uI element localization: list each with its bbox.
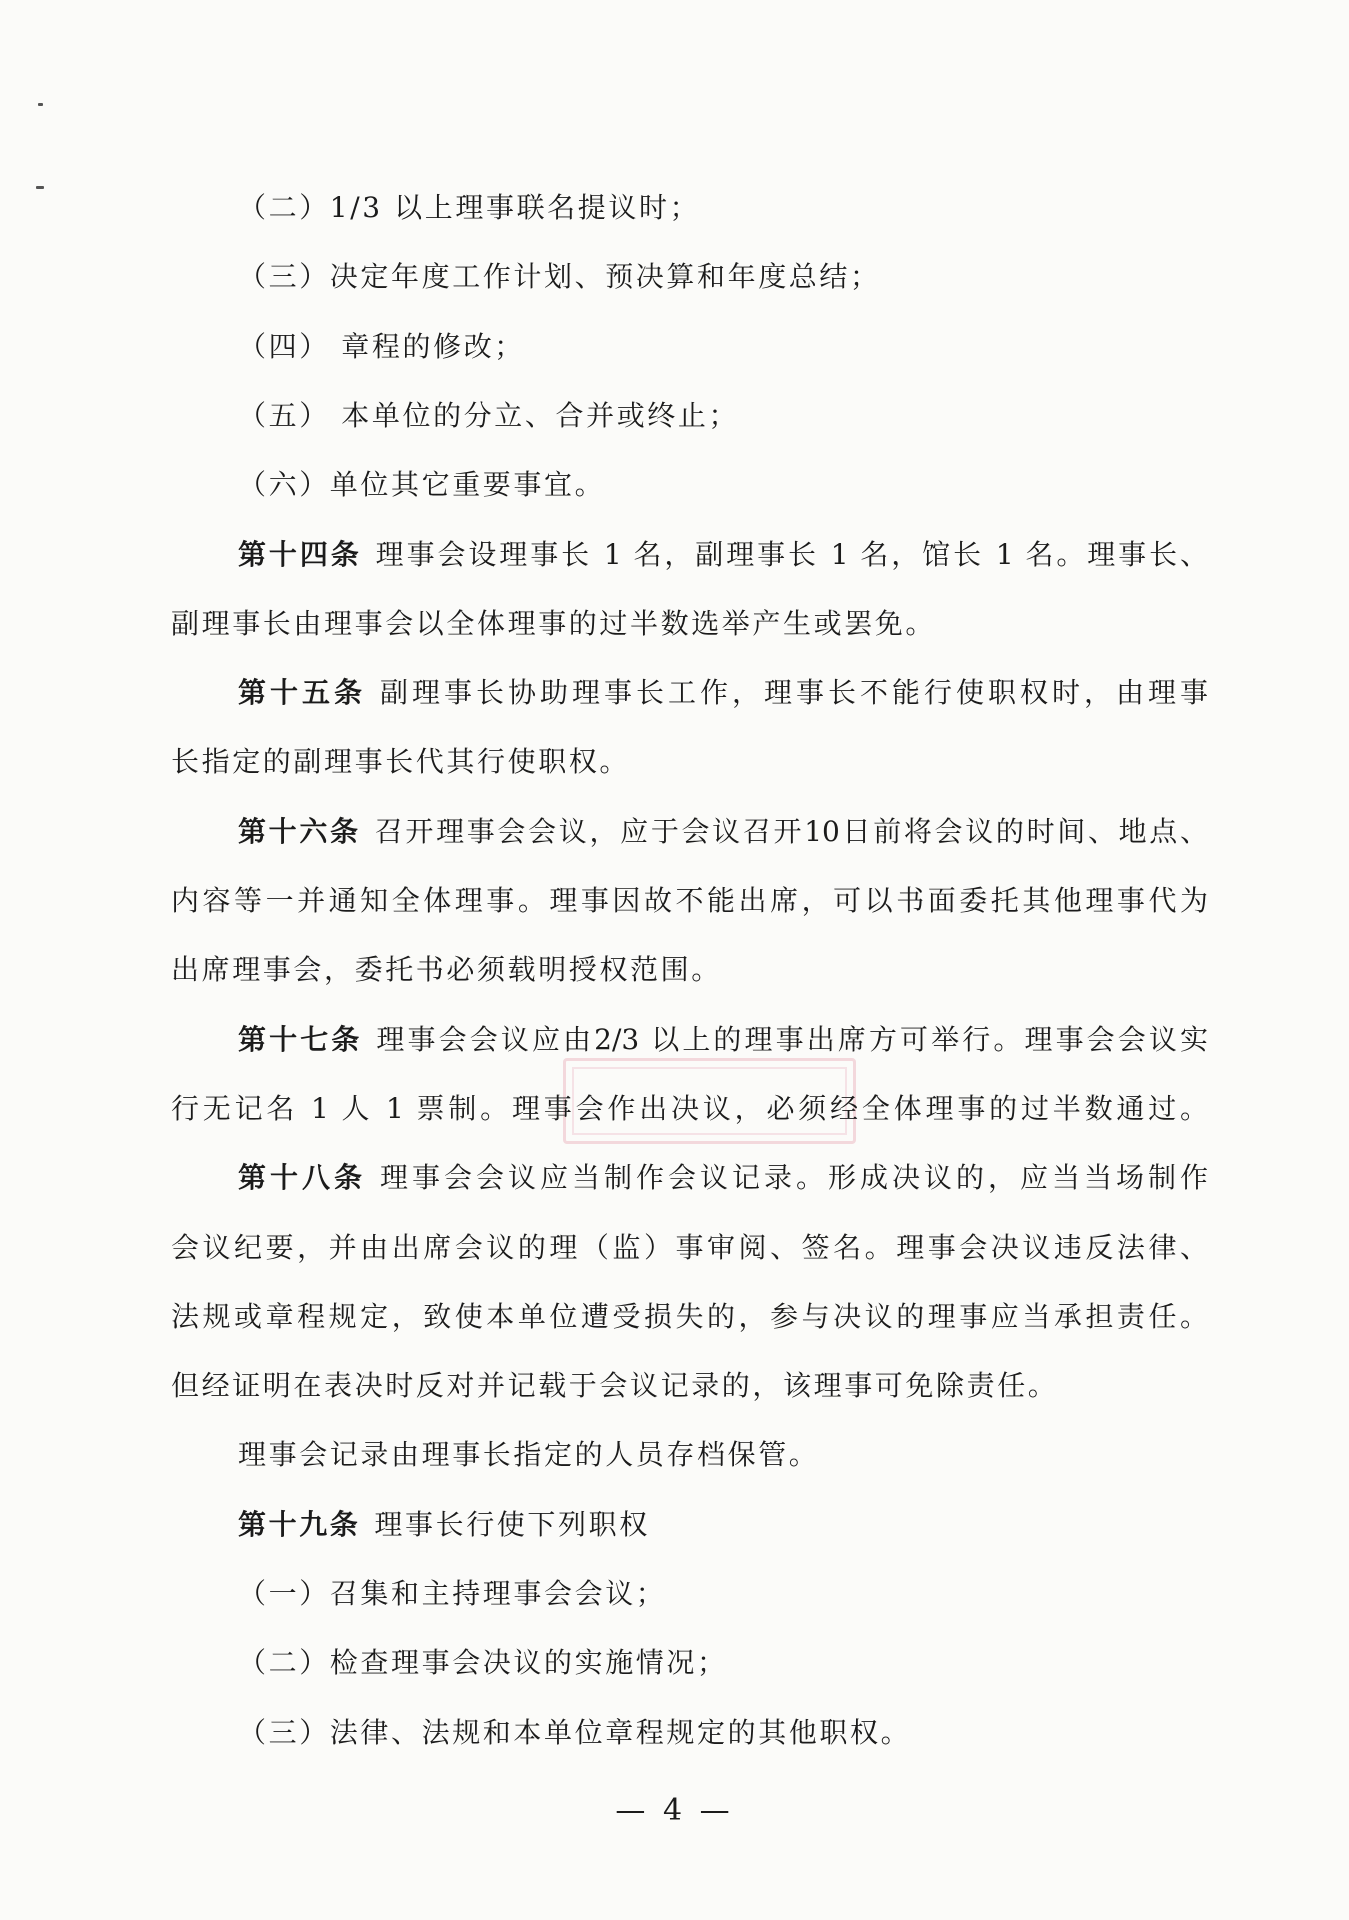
article-heading: 第十七条 <box>238 1023 363 1056</box>
article-17-line: 第十七条 理事会会议应由2/3 以上的理事出席方可举行。理事会会议实 <box>238 1023 1208 1056</box>
list-item: （二）检查理事会决议的实施情况； <box>238 1646 728 1679</box>
list-item: （四） 章程的修改； <box>238 330 525 363</box>
article-heading: 第十八条 <box>238 1161 366 1194</box>
article-18-line: 理事会记录由理事长指定的人员存档保管。 <box>238 1438 820 1471</box>
list-item: （三）决定年度工作计划、预决算和年度总结； <box>238 260 881 293</box>
list-item: （三）法律、法规和本单位章程规定的其他职权。 <box>238 1716 912 1749</box>
article-heading: 第十五条 <box>238 676 366 709</box>
article-16-line: 内容等一并通知全体理事。理事因故不能出席，可以书面委托其他理事代为 <box>171 884 1208 917</box>
article-17-line: 行无记名 1 人 1 票制。理事会作出决议，必须经全体理事的过半数通过。 <box>171 1092 1208 1125</box>
scan-artifact <box>36 186 44 189</box>
article-18-line: 会议纪要，并由出席会议的理（监）事审阅、签名。理事会决议违反法律、 <box>171 1231 1208 1264</box>
list-item: （二）1/3 以上理事联名提议时； <box>238 191 701 224</box>
page-number: — 4 — <box>615 1793 734 1828</box>
article-18-line: 法规或章程规定，致使本单位遭受损失的，参与决议的理事应当承担责任。 <box>171 1300 1208 1333</box>
article-18-line: 第十八条 理事会会议应当制作会议记录。形成决议的，应当当场制作 <box>238 1161 1208 1194</box>
article-15-line: 第十五条 副理事长协助理事长工作，理事长不能行使职权时，由理事 <box>238 676 1208 709</box>
article-15-line: 长指定的副理事长代其行使职权。 <box>171 745 631 778</box>
article-14-line: 副理事长由理事会以全体理事的过半数选举产生或罢免。 <box>171 607 937 640</box>
list-item: （六）单位其它重要事宜。 <box>238 468 606 501</box>
article-18-line: 但经证明在表决时反对并记载于会议记录的，该理事可免除责任。 <box>171 1369 1059 1402</box>
scan-artifact <box>38 103 43 106</box>
article-14-line: 第十四条 理事会设理事长 1 名，副理事长 1 名，馆长 1 名。理事长、 <box>238 538 1208 571</box>
list-item: （一）召集和主持理事会会议； <box>238 1577 667 1610</box>
article-16-line: 出席理事会，委托书必须载明授权范围。 <box>171 953 722 986</box>
article-heading: 第十六条 <box>238 815 361 848</box>
article-16-line: 第十六条 召开理事会会议，应于会议召开10日前将会议的时间、地点、 <box>238 815 1208 848</box>
article-heading: 第十四条 <box>238 538 362 571</box>
list-item: （五） 本单位的分立、合并或终止； <box>238 399 740 432</box>
article-heading: 第十九条 <box>238 1508 361 1541</box>
article-19-line: 第十九条 理事长行使下列职权 <box>238 1508 650 1541</box>
